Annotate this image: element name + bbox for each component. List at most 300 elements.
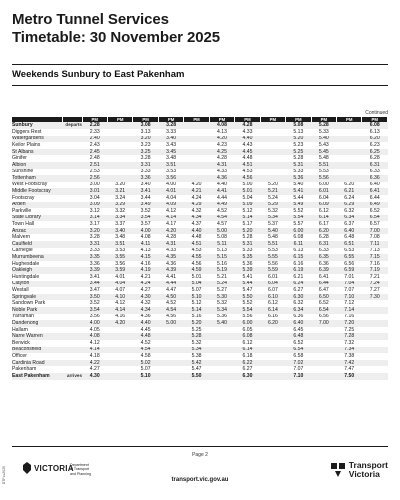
time-cell [260, 366, 285, 373]
period-header-cell: PM [82, 117, 107, 122]
time-cell: 6.08 [286, 234, 311, 241]
time-cell [260, 327, 285, 334]
arrive-depart-label [62, 254, 82, 261]
time-cell: 6.11 [286, 241, 311, 248]
victoria-word: Victoria [348, 468, 380, 479]
time-cell [362, 333, 388, 340]
website-url[interactable]: transport.vic.gov.au [171, 477, 229, 483]
arrive-depart-label: arrives [62, 373, 82, 380]
time-cell: 6.00 [235, 320, 260, 327]
time-cell: 5.13 [209, 248, 234, 255]
time-cell: 4.43 [235, 142, 260, 149]
time-cell: 5.55 [260, 254, 285, 261]
station-name: Yarraman [12, 314, 62, 321]
time-cell: 6.23 [362, 142, 388, 149]
time-cell: 4.13 [209, 129, 234, 136]
time-cell: 3.33 [158, 129, 183, 136]
time-cell: 4.20 [184, 182, 209, 189]
table-row [12, 248, 388, 255]
station-name: Keilor Plains [12, 142, 62, 149]
arrive-depart-label [62, 314, 82, 321]
arrive-depart-label [62, 182, 82, 189]
arrive-depart-label [62, 294, 82, 301]
arrive-depart-label [62, 274, 82, 281]
time-cell: 4.44 [158, 281, 183, 288]
time-cell [107, 347, 132, 354]
time-cell: 6.08 [235, 333, 260, 340]
time-cell: 4.25 [209, 149, 234, 156]
time-cell: 5.00 [209, 228, 234, 235]
time-cell: 6.51 [337, 241, 362, 248]
station-name: Middle Footscray [12, 188, 62, 195]
table-row [12, 136, 388, 143]
time-cell: 5.07 [184, 287, 209, 294]
table-row [12, 188, 388, 195]
time-cell [184, 149, 209, 156]
time-cell: 4.04 [158, 195, 183, 202]
time-cell: 3.17 [82, 221, 107, 228]
table-row [12, 327, 388, 334]
page-number: Page 2 [192, 452, 208, 458]
time-cell: 4.12 [158, 208, 183, 215]
time-cell: 6.12 [260, 300, 285, 307]
time-cell [260, 340, 285, 347]
arrive-depart-label [62, 234, 82, 241]
time-cell: 4.54 [209, 215, 234, 222]
table-row [12, 287, 388, 294]
time-cell: 6.33 [362, 169, 388, 176]
table-row [12, 155, 388, 162]
time-cell [362, 360, 388, 367]
time-cell: 6.07 [260, 287, 285, 294]
time-cell: 5.54 [286, 215, 311, 222]
time-cell: 6.57 [362, 221, 388, 228]
time-cell: 7.02 [286, 360, 311, 367]
time-cell: 3.20 [133, 136, 158, 143]
arrive-depart-label [62, 241, 82, 248]
table-row [12, 254, 388, 261]
time-cell: 5.50 [235, 294, 260, 301]
time-cell: 4.40 [235, 136, 260, 143]
time-cell: 6.25 [362, 149, 388, 156]
station-name: Sunshine [12, 169, 62, 176]
time-cell: 3.01 [82, 188, 107, 195]
station-name: Narre Warren [12, 333, 62, 340]
time-cell: 6.50 [311, 294, 336, 301]
station-name: Dandenong [12, 320, 62, 327]
time-cell: 6.27 [235, 366, 260, 373]
time-cell [184, 175, 209, 182]
table-row [12, 234, 388, 241]
time-cell [337, 149, 362, 156]
time-cell: 3.41 [82, 274, 107, 281]
time-cell: 6.34 [337, 215, 362, 222]
time-cell: 5.14 [184, 307, 209, 314]
time-cell: 6.13 [362, 129, 388, 136]
time-cell: 3.20 [82, 228, 107, 235]
time-cell: 7.47 [337, 366, 362, 373]
time-cell: 6.13 [286, 248, 311, 255]
time-cell: 4.11 [133, 241, 158, 248]
time-cell: 7.14 [337, 307, 362, 314]
arrive-depart-label [62, 333, 82, 340]
time-cell: 4.07 [107, 287, 132, 294]
arrive-depart-label [62, 327, 82, 334]
time-cell: 3.21 [107, 188, 132, 195]
time-cell: 2.48 [82, 155, 107, 162]
time-cell [260, 162, 285, 169]
time-cell: 5.32 [209, 300, 234, 307]
table-row [12, 241, 388, 248]
time-cell [260, 333, 285, 340]
time-cell [337, 162, 362, 169]
time-cell [260, 155, 285, 162]
time-cell: 4.45 [235, 149, 260, 156]
time-cell: 4.14 [158, 215, 183, 222]
station-name: Murrumbeena [12, 254, 62, 261]
table-row [12, 175, 388, 182]
arrive-depart-label [62, 195, 82, 202]
station-name: Sunbury [12, 122, 62, 129]
time-cell: 4.01 [107, 274, 132, 281]
time-cell [107, 366, 132, 373]
time-cell: 4.09 [158, 202, 183, 209]
table-row [12, 221, 388, 228]
time-cell: 5.34 [184, 347, 209, 354]
table-row [12, 300, 388, 307]
time-cell [107, 340, 132, 347]
station-name: Pakenham [12, 366, 62, 373]
time-cell: 5.36 [209, 314, 234, 321]
time-cell: 5.00 [158, 320, 183, 327]
time-cell: 4.23 [209, 142, 234, 149]
station-name: Cardinia Road [12, 360, 62, 367]
section-title: Weekends Sunbury to East Pakenham [12, 69, 185, 80]
time-cell: 4.40 [209, 182, 234, 189]
arrive-depart-label [62, 155, 82, 162]
table-row [12, 129, 388, 136]
time-cell: 5.25 [184, 327, 209, 334]
time-cell: 4.58 [133, 353, 158, 360]
time-cell: 3.12 [82, 208, 107, 215]
station-name: Beaconsfield [12, 347, 62, 354]
time-cell: 7.38 [337, 353, 362, 360]
time-cell: 4.36 [133, 314, 158, 321]
time-cell [209, 327, 234, 334]
time-cell: 5.04 [184, 281, 209, 288]
time-cell: 4.27 [82, 366, 107, 373]
time-cell [362, 320, 388, 327]
transport-victoria-icon [331, 463, 345, 477]
time-cell [362, 353, 388, 360]
time-cell [260, 149, 285, 156]
time-cell: 3.28 [82, 234, 107, 241]
page-title: Metro Tunnel Services [12, 11, 169, 28]
time-cell: 4.50 [158, 294, 183, 301]
time-cell: 5.29 [260, 202, 285, 209]
time-cell: 5.54 [235, 307, 260, 314]
victoria-crest-icon [22, 462, 32, 474]
time-cell: 5.53 [260, 248, 285, 255]
time-cell: 3.00 [82, 182, 107, 189]
time-cell [311, 373, 336, 380]
time-cell: 4.32 [133, 300, 158, 307]
time-cell [260, 175, 285, 182]
time-cell: 6.12 [311, 208, 336, 215]
time-cell: 4.00 [133, 228, 158, 235]
time-cell: 5.38 [184, 353, 209, 360]
station-name: Ginifer [12, 155, 62, 162]
time-cell: 6.21 [286, 274, 311, 281]
time-cell: 4.34 [133, 307, 158, 314]
time-cell: 3.44 [133, 195, 158, 202]
time-cell: 3.29 [107, 202, 132, 209]
section-bottom-rule [12, 85, 388, 86]
time-cell: 4.21 [133, 274, 158, 281]
time-cell: 5.07 [133, 366, 158, 373]
time-cell [311, 340, 336, 347]
time-cell [107, 333, 132, 340]
time-cell: 6.08 [362, 122, 388, 129]
time-cell: 7.16 [362, 261, 388, 268]
victoria-state-logo [22, 462, 74, 474]
time-cell: 5.48 [260, 234, 285, 241]
time-cell [158, 327, 183, 334]
time-cell: 6.48 [286, 333, 311, 340]
time-cell: 5.08 [286, 122, 311, 129]
time-cell: 4.37 [184, 221, 209, 228]
time-cell: 6.09 [311, 202, 336, 209]
time-cell: 6.36 [362, 175, 388, 182]
time-cell [184, 169, 209, 176]
time-cell: 2.28 [82, 122, 107, 129]
time-cell: 6.56 [311, 314, 336, 321]
table-row [12, 195, 388, 202]
time-cell [209, 340, 234, 347]
time-cell [311, 366, 336, 373]
time-cell: 6.19 [286, 267, 311, 274]
arrive-depart-label [62, 248, 82, 255]
time-cell [107, 142, 132, 149]
time-cell [311, 347, 336, 354]
time-cell: 3.52 [82, 300, 107, 307]
time-cell: 3.47 [82, 287, 107, 294]
arrive-depart-label [62, 228, 82, 235]
time-cell: 4.28 [209, 155, 234, 162]
time-cell: 5.57 [286, 221, 311, 228]
station-name: Springvale [12, 294, 62, 301]
time-cell: 5.01 [235, 188, 260, 195]
station-name: State Library [12, 215, 62, 222]
time-cell: 4.41 [158, 274, 183, 281]
time-cell: 3.49 [133, 202, 158, 209]
period-header-cell: PM [107, 117, 132, 122]
time-cell: 5.01 [184, 274, 209, 281]
table-row [12, 360, 388, 367]
time-cell: 6.30 [286, 294, 311, 301]
time-cell: 4.51 [184, 241, 209, 248]
time-cell: 6.40 [337, 228, 362, 235]
time-cell: 4.08 [82, 333, 107, 340]
time-cell: 6.31 [311, 241, 336, 248]
time-cell: 6.14 [235, 347, 260, 354]
arrive-depart-label [62, 208, 82, 215]
time-cell [260, 136, 285, 143]
time-cell: 7.25 [337, 327, 362, 334]
time-cell: 5.34 [209, 307, 234, 314]
time-cell: 4.52 [158, 300, 183, 307]
time-cell: 5.21 [209, 274, 234, 281]
time-cell: 4.12 [107, 300, 132, 307]
time-cell: 6.01 [260, 274, 285, 281]
time-cell [158, 373, 183, 380]
time-cell: 2.45 [82, 149, 107, 156]
arrive-depart-label [62, 188, 82, 195]
time-cell: 4.56 [235, 175, 260, 182]
time-cell [107, 136, 132, 143]
time-cell: 5.08 [209, 234, 234, 241]
time-cell: 3.09 [82, 202, 107, 209]
time-cell: 7.21 [362, 274, 388, 281]
time-cell: 4.18 [82, 353, 107, 360]
time-cell: 5.49 [286, 202, 311, 209]
time-cell: 7.19 [362, 267, 388, 274]
time-cell: 5.19 [209, 267, 234, 274]
time-cell: 2.43 [82, 142, 107, 149]
time-cell: 6.41 [362, 188, 388, 195]
time-cell: 4.39 [158, 267, 183, 274]
station-name: Tottenham [12, 175, 62, 182]
time-cell: 4.01 [158, 188, 183, 195]
time-cell: 4.04 [107, 281, 132, 288]
time-cell: 7.00 [311, 320, 336, 327]
table-row [12, 366, 388, 373]
time-cell [107, 155, 132, 162]
time-cell [107, 360, 132, 367]
time-cell: 4.14 [107, 307, 132, 314]
time-cell: 5.47 [235, 287, 260, 294]
arrive-depart-label [62, 287, 82, 294]
arrive-depart-label [62, 347, 82, 354]
time-cell: 5.51 [311, 162, 336, 169]
table-row [12, 347, 388, 354]
period-header-cell: PM [209, 117, 234, 122]
time-cell: 3.31 [82, 241, 107, 248]
time-cell [311, 327, 336, 334]
time-cell: 3.31 [133, 162, 158, 169]
time-cell: 5.50 [184, 373, 209, 380]
time-cell [209, 366, 234, 373]
time-cell: 4.17 [158, 221, 183, 228]
time-cell: 3.13 [133, 129, 158, 136]
time-cell: 6.54 [311, 307, 336, 314]
time-cell: 5.48 [311, 155, 336, 162]
station-name: Clayton [12, 281, 62, 288]
time-cell [337, 175, 362, 182]
time-cell: 6.16 [260, 314, 285, 321]
station-name: Albion [12, 162, 62, 169]
table-row [12, 122, 388, 129]
table-row [12, 182, 388, 189]
time-cell: 4.55 [184, 254, 209, 261]
station-name: Footscray [12, 195, 62, 202]
victoria-wordmark: VICTORIA [34, 463, 74, 473]
arrive-depart-label [62, 142, 82, 149]
time-cell: 5.23 [286, 142, 311, 149]
time-cell: 5.39 [235, 267, 260, 274]
time-cell [362, 373, 388, 380]
time-cell: 3.24 [107, 195, 132, 202]
time-cell: 5.36 [235, 261, 260, 268]
time-cell: 4.35 [158, 254, 183, 261]
time-cell [184, 162, 209, 169]
time-cell [260, 142, 285, 149]
time-cell: 6.21 [337, 188, 362, 195]
table-row [12, 340, 388, 347]
time-cell: 6.54 [286, 347, 311, 354]
time-cell [107, 169, 132, 176]
time-cell: 7.10 [286, 373, 311, 380]
period-header-cell: PM [235, 117, 260, 122]
time-cell [260, 122, 285, 129]
time-cell: 3.35 [82, 254, 107, 261]
timetable-date: Timetable: 30 November 2025 [12, 29, 220, 46]
station-name: Town Hall [12, 221, 62, 228]
time-cell: 4.57 [209, 221, 234, 228]
station-name: Hallam [12, 327, 62, 334]
time-cell [337, 169, 362, 176]
table-row [12, 261, 388, 268]
time-cell: 7.01 [337, 274, 362, 281]
arrive-depart-label [62, 353, 82, 360]
time-cell: 5.36 [286, 175, 311, 182]
time-cell: 6.14 [311, 215, 336, 222]
arrive-depart-label [62, 136, 82, 143]
time-cell: 5.11 [209, 241, 234, 248]
arrive-depart-label [62, 162, 82, 169]
time-cell: 2.56 [82, 175, 107, 182]
time-cell: 6.52 [286, 340, 311, 347]
time-cell: 5.20 [184, 320, 209, 327]
time-cell: 5.45 [311, 149, 336, 156]
time-cell: 5.33 [235, 248, 260, 255]
time-cell: 3.14 [82, 215, 107, 222]
time-cell: 4.14 [82, 347, 107, 354]
time-cell: 5.44 [235, 281, 260, 288]
table-row [12, 202, 388, 209]
time-cell: 6.58 [286, 353, 311, 360]
timetable-table [12, 117, 388, 380]
time-cell: 6.20 [311, 228, 336, 235]
table-row [12, 267, 388, 274]
time-cell: 5.31 [286, 162, 311, 169]
arrive-depart-label [62, 360, 82, 367]
time-cell: 6.20 [337, 182, 362, 189]
arrive-depart-label [62, 307, 82, 314]
time-cell [209, 333, 234, 340]
time-cell: 4.53 [235, 169, 260, 176]
station-name: Oakleigh [12, 267, 62, 274]
time-cell: 4.20 [209, 136, 234, 143]
station-name: Hughesdale [12, 261, 62, 268]
time-cell: 6.15 [286, 254, 311, 261]
time-cell [158, 333, 183, 340]
time-cell: 4.44 [209, 195, 234, 202]
time-cell: 4.36 [209, 175, 234, 182]
time-cell: 5.16 [209, 261, 234, 268]
time-cell: 6.52 [311, 300, 336, 307]
time-cell [184, 129, 209, 136]
